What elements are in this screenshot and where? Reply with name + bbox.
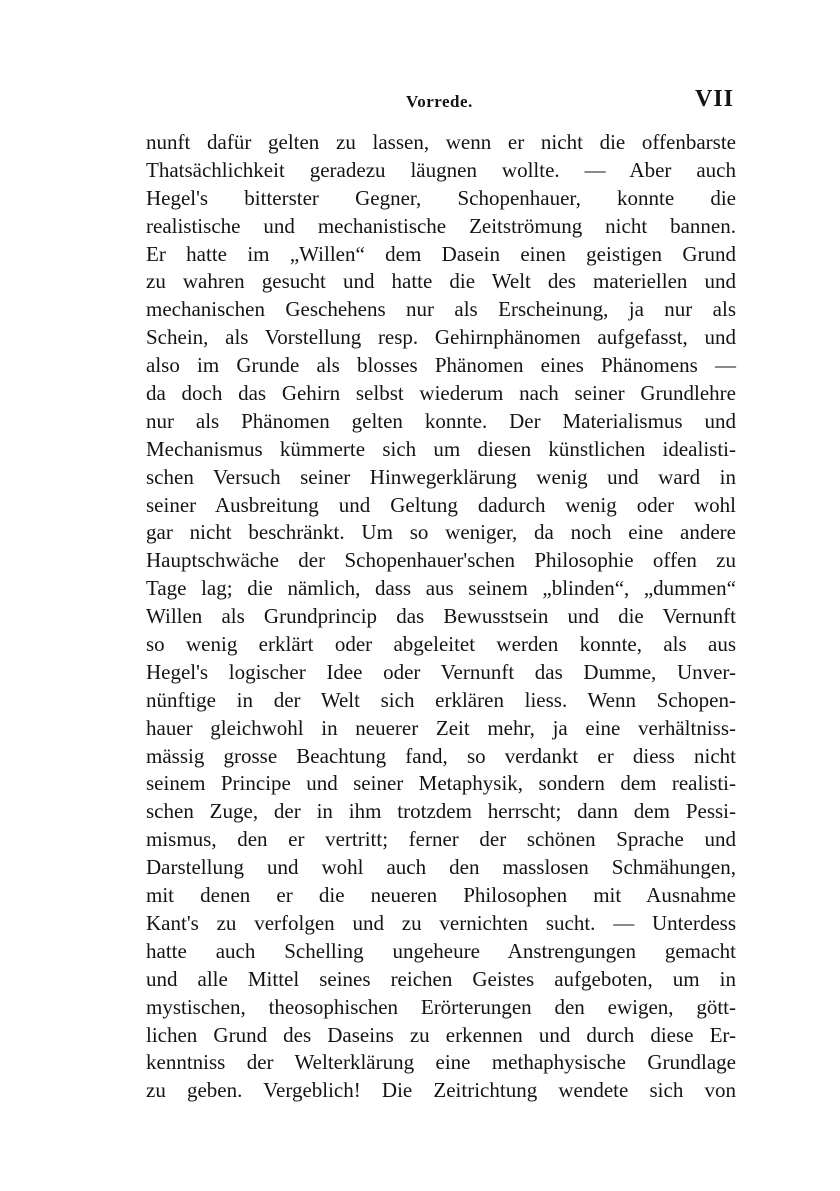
text-line: also im Grunde als blosses Phänomen eines Phänomens — bbox=[146, 353, 736, 378]
text-line: Kant's zu verfolgen und zu vernichten sucht. — Unterdess bbox=[146, 910, 736, 935]
text-line: hauer gleichwohl in neuerer Zeit mehr, ja eine verhältniss- bbox=[146, 715, 736, 740]
text-line: Hauptschwäche der Schopenhauer'schen Philosophie offen zu bbox=[146, 548, 736, 573]
text-line: kenntniss der Welterklärung eine methaphysische Grundlage bbox=[146, 1050, 736, 1075]
text-line: zu geben. Vergeblich! Die Zeitrichtung wendete sich von bbox=[146, 1078, 736, 1103]
text-line: seinem Principe und seiner Metaphysik, sondern dem realisti- bbox=[146, 771, 736, 796]
text-line: Hegel's logischer Idee oder Vernunft das Dumme, Unver- bbox=[146, 659, 736, 684]
running-title: Vorrede. bbox=[406, 92, 473, 111]
text-line: nunft dafür gelten zu lassen, wenn er nicht die offenbarste bbox=[146, 130, 736, 154]
text-line: Er hatte im „Willen“ dem Dasein einen geistigen Grund bbox=[146, 241, 736, 266]
text-line: gar nicht beschränkt. Um so weniger, da noch eine andere bbox=[146, 520, 736, 545]
text-line: da doch das Gehirn selbst wiederum nach seiner Grundlehre bbox=[146, 381, 736, 406]
text-line: lichen Grund des Daseins zu erkennen und durch diese Er- bbox=[146, 1022, 736, 1047]
text-line: seiner Ausbreitung und Geltung dadurch wenig oder wohl bbox=[146, 492, 736, 517]
text-line: Mechanismus kümmerte sich um diesen künstlichen idealisti- bbox=[146, 436, 736, 461]
text-line: Willen als Grundprincip das Bewusstsein und die Vernunft bbox=[146, 604, 736, 629]
text-line: schen Zuge, der in ihm trotzdem herrscht; dann dem Pessi- bbox=[146, 799, 736, 824]
text-line: mechanischen Geschehens nur als Erscheinung, ja nur als bbox=[146, 297, 736, 322]
text-line: zu wahren gesucht und hatte die Welt des materiellen und bbox=[146, 269, 736, 294]
text-line: hatte auch Schelling ungeheure Anstrengungen gemacht bbox=[146, 938, 736, 963]
text-line: mismus, den er vertritt; ferner der schönen Sprache und bbox=[146, 827, 736, 852]
text-line: schen Versuch seiner Hinwegerklärung wenig und ward in bbox=[146, 464, 736, 489]
text-line: Thatsächlichkeit geradezu läugnen wollte. — Aber auch bbox=[146, 157, 736, 182]
text-line: Schein, als Vorstellung resp. Gehirnphänomen aufgefasst, und bbox=[146, 325, 736, 350]
text-line: und alle Mittel seines reichen Geistes aufgeboten, um in bbox=[146, 966, 736, 991]
body-text bbox=[146, 129, 736, 1105]
text-line: Tage lag; die nämlich, dass aus seinem „blinden“, „dummen“ bbox=[146, 576, 736, 601]
text-line: mit denen er die neueren Philosophen mit Ausnahme bbox=[146, 883, 736, 908]
text-line: nünftige in der Welt sich erklären liess. Wenn Schopen- bbox=[146, 687, 736, 712]
page-number: VII bbox=[694, 86, 734, 112]
text-line: so wenig erklärt oder abgeleitet werden konnte, als aus bbox=[146, 632, 736, 657]
text-line: nur als Phänomen gelten konnte. Der Materialismus und bbox=[146, 408, 736, 433]
text-line: Darstellung und wohl auch den masslosen Schmähungen, bbox=[146, 855, 736, 880]
text-line: realistische und mechanistische Zeitströmung nicht bannen. bbox=[146, 213, 736, 238]
page-header bbox=[146, 86, 736, 120]
text-line: Hegel's bitterster Gegner, Schopenhauer, konnte die bbox=[146, 185, 736, 210]
text-line: mystischen, theosophischen Erörterungen den ewigen, gött- bbox=[146, 994, 736, 1019]
text-line: mässig grosse Beachtung fand, so verdankt er diess nicht bbox=[146, 743, 736, 768]
